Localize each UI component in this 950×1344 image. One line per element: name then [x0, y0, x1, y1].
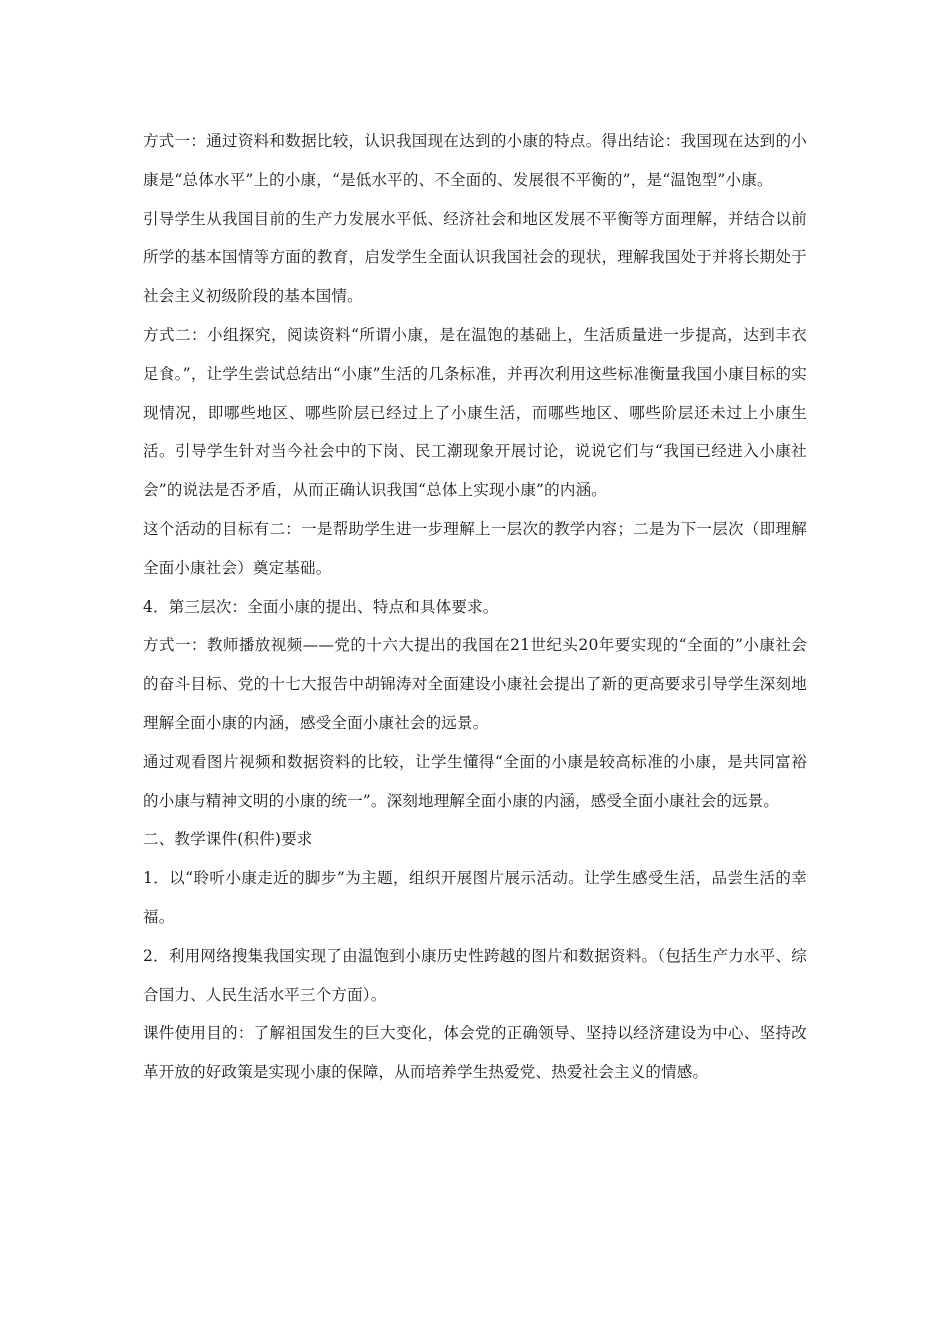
paragraph-item-two: 2．利用网络搜集我国实现了由温饱到小康历史性跨越的图片和数据资料。（包括生产力水平、综合国力、人民生活水平三个方面）。 — [143, 946, 807, 1004]
paragraph-method-one-features: 方式一：通过资料和数据比较，认识我国现在达到的小康的特点。得出结论：我国现在达到的小康是“总体水平”上的小康，“是低水平的、不全面的、发展很不平衡的”，是“温饱型”小康。 — [143, 132, 807, 189]
paragraph-item-one: 1．以“聆听小康走近的脚步”为主题，组织开展图片展示活动。让学生感受生活，品尝生活的幸福。 — [143, 869, 807, 926]
paragraph-method-one-video: 方式一：教师播放视频——党的十六大提出的我国在21世纪头20年要实现的“全面的”小康社会的奋斗目标、党的十七大报告中胡锦涛对全面建设小康社会提出了新的更高要求引导学生深刻地理解全面小康的内涵，感受全面小康社会的远景。 — [143, 636, 807, 732]
document-body — [143, 122, 807, 1092]
paragraph-activity-goals: 这个活动的目标有二：一是帮助学生进一步理解上一层次的教学内容；二是为下一层次（即理解全面小康社会）奠定基础。 — [143, 519, 807, 577]
section-heading-courseware: 二、教学课件(积件)要求 — [143, 830, 313, 849]
paragraph-comparison: 通过观看图片视频和数据资料的比较，让学生懂得“全面的小康是较高标准的小康，是共同富裕的小康与精神文明的小康的统一”。深刻地理解全面小康的内涵，感受全面小康社会的远景。 — [143, 752, 807, 810]
paragraph-courseware-purpose: 课件使用目的：了解祖国发生的巨大变化，体会党的正确领导、坚持以经济建设为中心、坚持改革开放的好政策是实现小康的保障，从而培养学生热爱党、热爱社会主义的情感。 — [143, 1024, 807, 1082]
paragraph-method-two-group: 方式二：小组探究，阅读资料“所谓小康，是在温饱的基础上，生活质量进一步提高，达到丰衣足食。”，让学生尝试总结出“小康”生活的几条标准，并再次利用这些标准衡量我国小康目标的实现情况，即哪些地区、哪些阶层已经过上了小康生活，而哪些地区、哪些阶层还未过上小康生活。引导学生针对当今社会中的下岗、民工潮现象开展讨论，说说它们与“我国已经进入小康社会”的说法是否矛盾，从而正确认识我国“总体上实现小康”的内涵。 — [143, 325, 807, 500]
paragraph-third-level-heading: 4．第三层次：全面小康的提出、特点和具体要求。 — [143, 597, 499, 616]
paragraph-guide-students: 引导学生从我国目前的生产力发展水平低、经济社会和地区发展不平衡等方面理解，并结合以前所学的基本国情等方面的教育，启发学生全面认识我国社会的现状，理解我国处于并将长期处于社会主义初级阶段的基本国情。 — [143, 209, 807, 306]
